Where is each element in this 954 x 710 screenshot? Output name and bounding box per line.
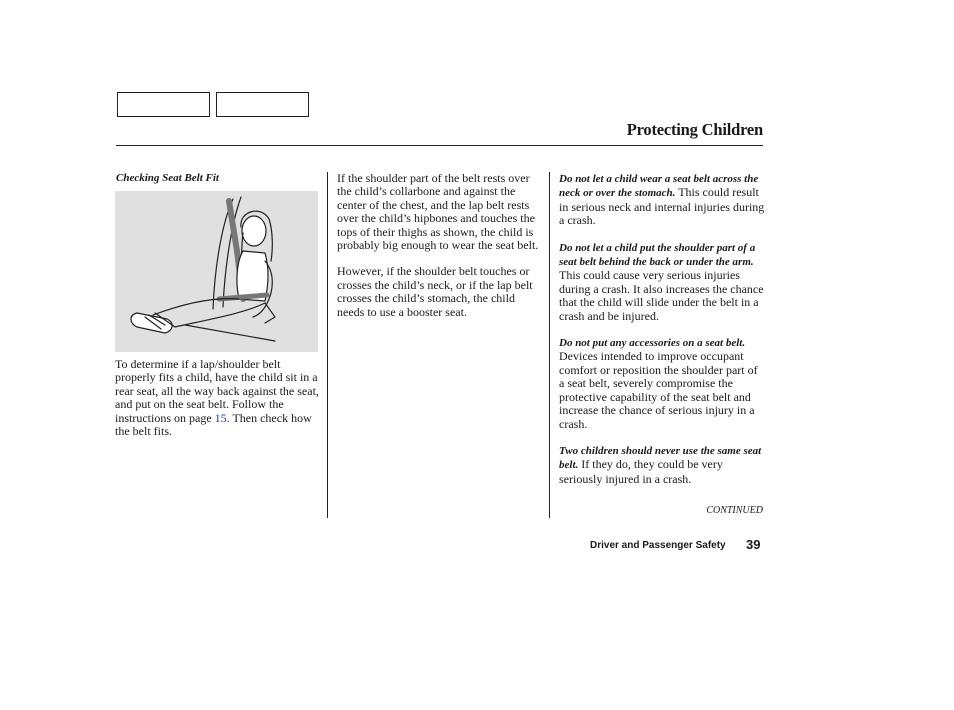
instruction-paragraph: To determine if a lap/shoulder belt properly fits a child, have the child sit in a rear seat, all the way back against the seat, and put on the seat belt. Follow the instructions on page 15. Then check how the belt fits. bbox=[115, 357, 319, 439]
belt-fit-paragraph: If the shoulder part of the belt rests over the child’s collarbone and against the center of the chest, and the lap belt rests over the child’s hipbones and touches the tops of their thighs as shown, the child is probably big enough to wear the seat belt. bbox=[337, 171, 539, 253]
page-reference-link[interactable]: 15 bbox=[214, 410, 227, 425]
column-divider-2 bbox=[549, 172, 550, 518]
child-seated-icon bbox=[115, 191, 318, 352]
left-column-text bbox=[115, 358, 320, 438]
page-number: 39 bbox=[746, 537, 761, 552]
warning-item: Do not let a child wear a seat belt across the neck or over the stomach. This could result in serious neck and internal injuries during a crash. bbox=[559, 173, 765, 228]
continued-label: CONTINUED bbox=[706, 505, 763, 516]
right-column-warnings bbox=[559, 172, 765, 486]
section-subhead: Checking Seat Belt Fit bbox=[116, 172, 219, 184]
column-divider-1 bbox=[327, 172, 328, 518]
nav-tab-button-1[interactable] bbox=[117, 92, 210, 117]
nav-tab-button-2[interactable] bbox=[216, 92, 309, 117]
warning-item: Do not put any accessories on a seat belt. Devices intended to improve occupant comfort or reposition the shoulder part of a seat belt, severely compromise the protective capability of the seat belt and increase the chance of serious injury in a crash. bbox=[559, 337, 758, 431]
page-title: Protecting Children bbox=[626, 120, 763, 139]
warning-item: Do not let a child put the shoulder part of a seat belt behind the back or under the arm. This could cause very serious injuries during a crash. It also increases the chance that the child will slide under the belt in a crash and be injured. bbox=[559, 241, 764, 323]
header-rule bbox=[116, 145, 763, 146]
child-seat-belt-illustration bbox=[115, 191, 318, 352]
middle-column-text bbox=[337, 172, 543, 319]
footer-section-title: Driver and Passenger Safety bbox=[590, 540, 726, 551]
warning-item: Two children should never use the same seat belt. If they do, they could be very seriously injured in a crash. bbox=[559, 444, 762, 486]
booster-paragraph: However, if the shoulder belt touches or crosses the child’s neck, or if the lap belt crosses the child’s stomach, the child needs to use a booster seat. bbox=[337, 264, 533, 319]
